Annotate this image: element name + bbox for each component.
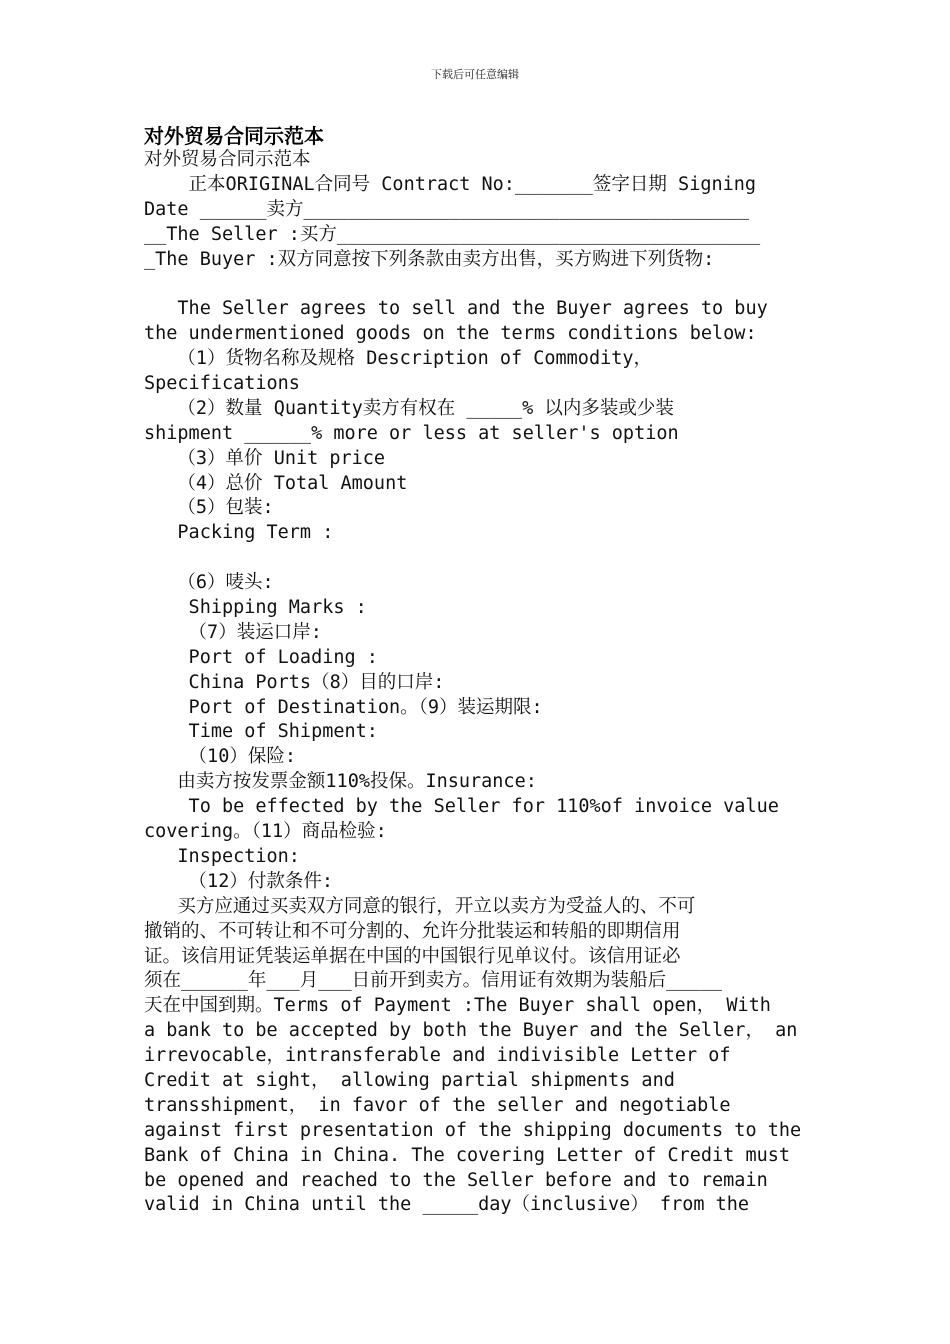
body-line: __The Seller :买方______________________________________: [144, 223, 761, 245]
body-line: [144, 546, 806, 571]
body-line: 买方应通过买卖双方同意的银行，开立以卖方为受益人的、不可: [144, 895, 696, 917]
body-line: 正本ORIGINAL合同号 Contract No:_______签字日期 Signing: [144, 173, 757, 195]
body-line: Time of Shipment:: [144, 721, 378, 743]
body-line: Bank of China in China. The covering Letter of Credit must: [144, 1144, 791, 1166]
body-line: Date ______卖方________________________________________: [144, 198, 750, 220]
body-line: China Ports（8）目的口岸:: [144, 671, 445, 693]
body-line: a bank to be accepted by both the Buyer and the Seller， an: [144, 1020, 798, 1042]
body-line: Specifications: [144, 373, 300, 395]
body-line: The Seller agrees to sell and the Buyer agrees to buy: [144, 298, 768, 320]
document-title: 对外贸易合同示范本: [144, 124, 324, 148]
body-line: （2）数量 Quantity卖方有权在 _____% 以内多装或少装: [144, 397, 674, 419]
body-line: （7）装运口岸:: [144, 621, 322, 643]
body-line: 天在中国到期。Terms of Payment :The Buyer shall open， With: [144, 995, 771, 1017]
body-line: the undermentioned goods on the terms conditions below:: [144, 323, 757, 345]
body-line: （1）货物名称及规格 Description of Commodity，: [144, 348, 653, 370]
body-line: Shipping Marks :: [144, 597, 367, 619]
body-line: Inspection:: [144, 845, 300, 867]
body-line: 由卖方按发票金额110%投保。Insurance:: [144, 771, 537, 793]
body-line: _The Buyer :双方同意按下列条款由卖方出售，买方购进下列货物:: [144, 248, 715, 270]
body-line: （12）付款条件:: [144, 870, 333, 892]
page-header: 下载后可任意编辑: [431, 68, 519, 81]
body-line: To be effected by the Seller for 110%of invoice value: [144, 796, 779, 818]
body-line: [144, 272, 806, 297]
body-line: 撤销的、不可转让和不可分割的、允许分批装运和转船的即期信用: [144, 920, 681, 942]
body-line: be opened and reached to the Seller before and to remain: [144, 1169, 768, 1191]
body-line: Credit at sight， allowing partial shipments and: [144, 1069, 675, 1091]
body-line: against first presentation of the shipping documents to the: [144, 1119, 802, 1141]
body-line: Port of Loading :: [144, 646, 378, 668]
body-line: （6）唛头:: [144, 572, 274, 594]
body-line: transshipment， in favor of the seller and negotiable: [144, 1094, 731, 1116]
body-line: shipment ______% more or less at seller's option: [144, 422, 679, 444]
body-line: （5）包装:: [144, 497, 274, 519]
body-line: 证。该信用证凭装运单据在中国的中国银行见单议付。该信用证必: [144, 945, 681, 967]
body-line: （3）单价 Unit price: [144, 447, 386, 469]
body-line: （4）总价 Total Amount: [144, 472, 408, 494]
body-line: Packing Term :: [144, 522, 334, 544]
body-line: 须在______年___月___日前开到卖方。信用证有效期为装船后_____: [144, 970, 722, 992]
body-line: 对外贸易合同示范本: [144, 149, 311, 170]
body-line: Port of Destination。（9）装运期限:: [144, 696, 543, 718]
body-line: （10）保险:: [144, 746, 296, 768]
body-line: irrevocable，intransferable and indivisible Letter of: [144, 1045, 731, 1067]
document-body: [144, 148, 806, 1218]
body-line: covering。（11）商品检验:: [144, 821, 387, 843]
body-line: valid in China until the _____day（inclusive） from the: [144, 1194, 750, 1216]
